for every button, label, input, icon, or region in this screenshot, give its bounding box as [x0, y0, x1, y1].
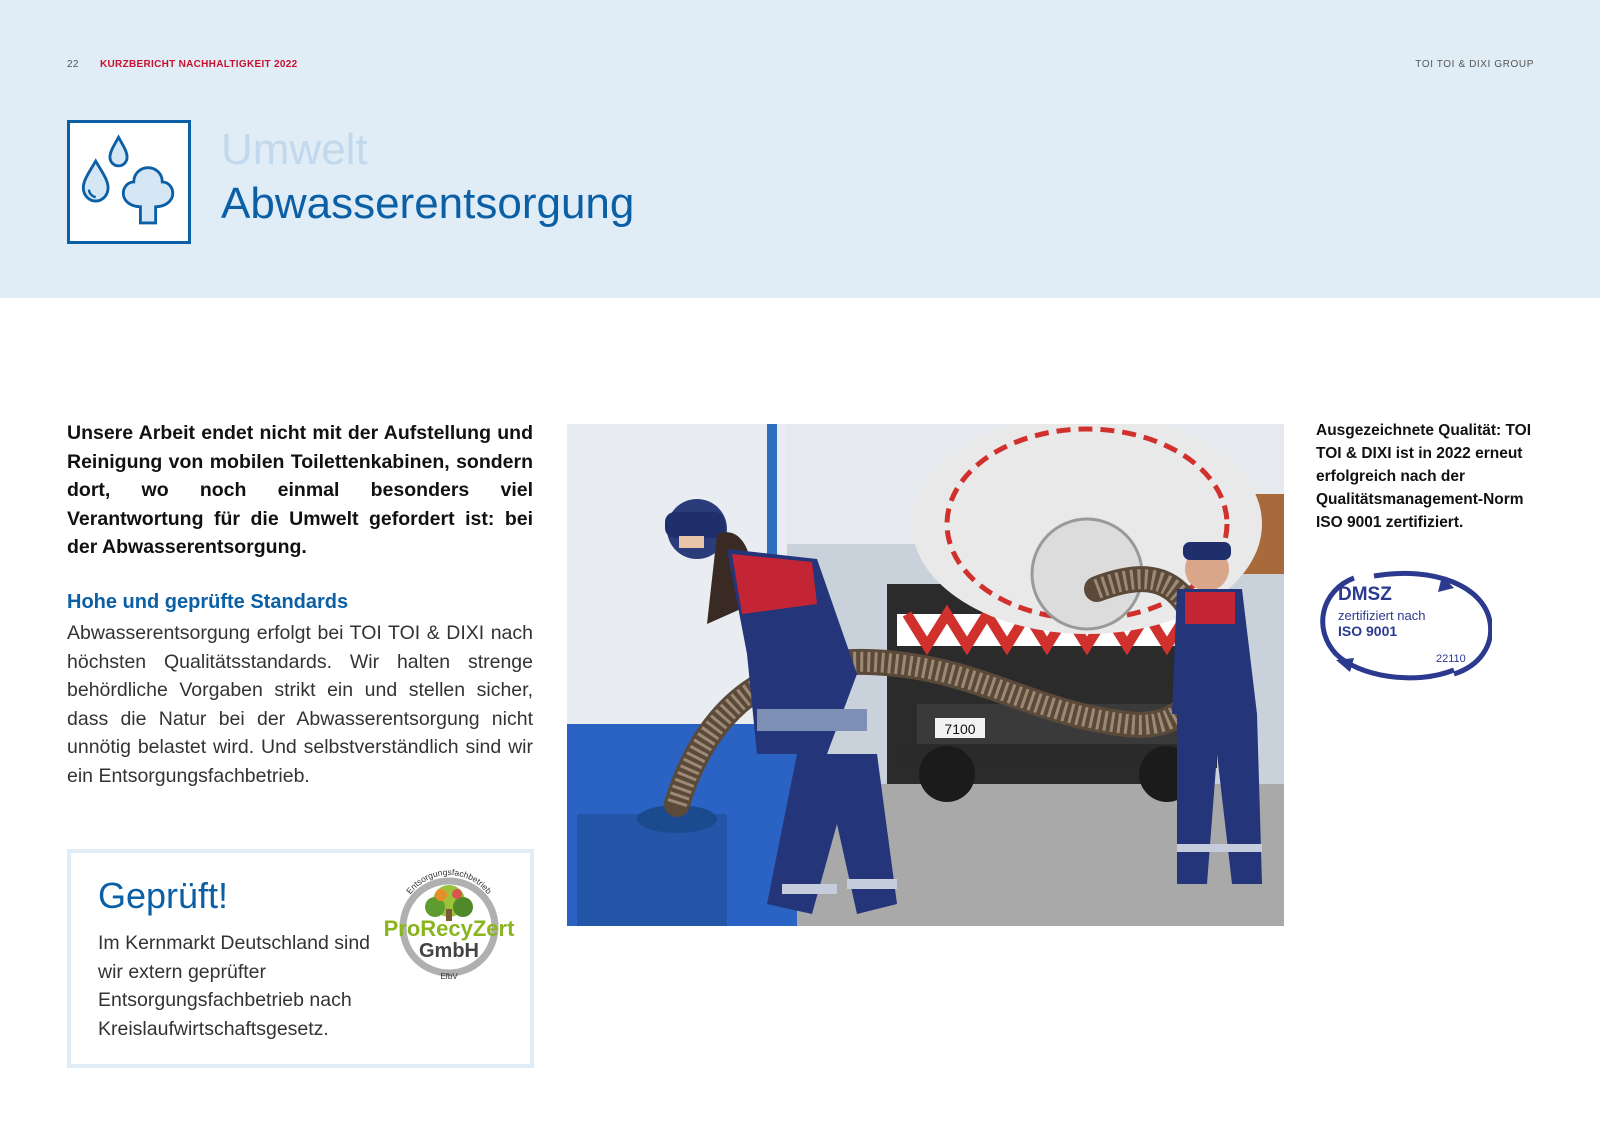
dmsz-name: DMSZ: [1338, 584, 1392, 605]
report-title: KURZBERICHT NACHHALTIGKEIT 2022: [100, 59, 298, 70]
logo-arc-text: Entsorgungsfachbetrieb: [404, 866, 494, 896]
company-name: TOI TOI & DIXI GROUP: [1415, 59, 1534, 70]
category-label: Umwelt: [221, 125, 368, 174]
body-paragraph: Abwasserentsorgung erfolgt bei TOI TOI & DIXI nach höchsten Qualitätsstandards. Wir halten strenge behördliche Vorgaben strikt ein und stellen sicher, dass die Natur bei der Abwasserentsorgung nicht unnötig belastet wird. Und selbstverständlich sind wir ein Entsorgungsfachbetrieb.: [67, 622, 533, 787]
wastewater-disposal-photo: [567, 424, 1284, 926]
lead-paragraph: Unsere Arbeit endet nicht mit der Aufstellung und Reinigung von mobilen Toilettenkabinen, sondern dort, wo noch einmal besonders viel Verantwortung für die Umwelt gefordert ist: bei der Abwasserentsorgung.: [67, 422, 533, 559]
dmsz-line2: ISO 9001: [1338, 623, 1398, 639]
truck-plate: 7100: [944, 721, 976, 737]
section-subheading: Hohe und geprüfte Standards: [67, 591, 349, 613]
dmsz-iso-logo: [1314, 566, 1492, 684]
certification-note: Ausgezeichnete Qualität: TOI TOI & DIXI ist in 2022 erneut erfolgreich nach der Qualitätsmanagement-Norm ISO 9001 zertifiziert.: [1316, 422, 1532, 531]
prorecyzert-logo: [379, 865, 519, 983]
logo-bottom-text: EfbV: [440, 972, 458, 981]
logo-line2: GmbH: [419, 940, 479, 962]
page-number: 22: [67, 59, 79, 70]
logo-line1: ProRecyZert: [383, 916, 515, 941]
certified-callout-box: [67, 849, 534, 1068]
dmsz-number: 22110: [1436, 653, 1466, 665]
water-drops-tree-icon: [67, 120, 191, 244]
callout-text: Im Kernmarkt Deutschland sind wir extern geprüfter Entsorgungsfachbetrieb nach Kreislaufwirtschaftsgesetz.: [98, 932, 371, 1040]
callout-title: Geprüft!: [98, 875, 229, 916]
page-title: Abwasserentsorgung: [221, 179, 635, 228]
dmsz-line1: zertifiziert nach: [1338, 608, 1426, 623]
